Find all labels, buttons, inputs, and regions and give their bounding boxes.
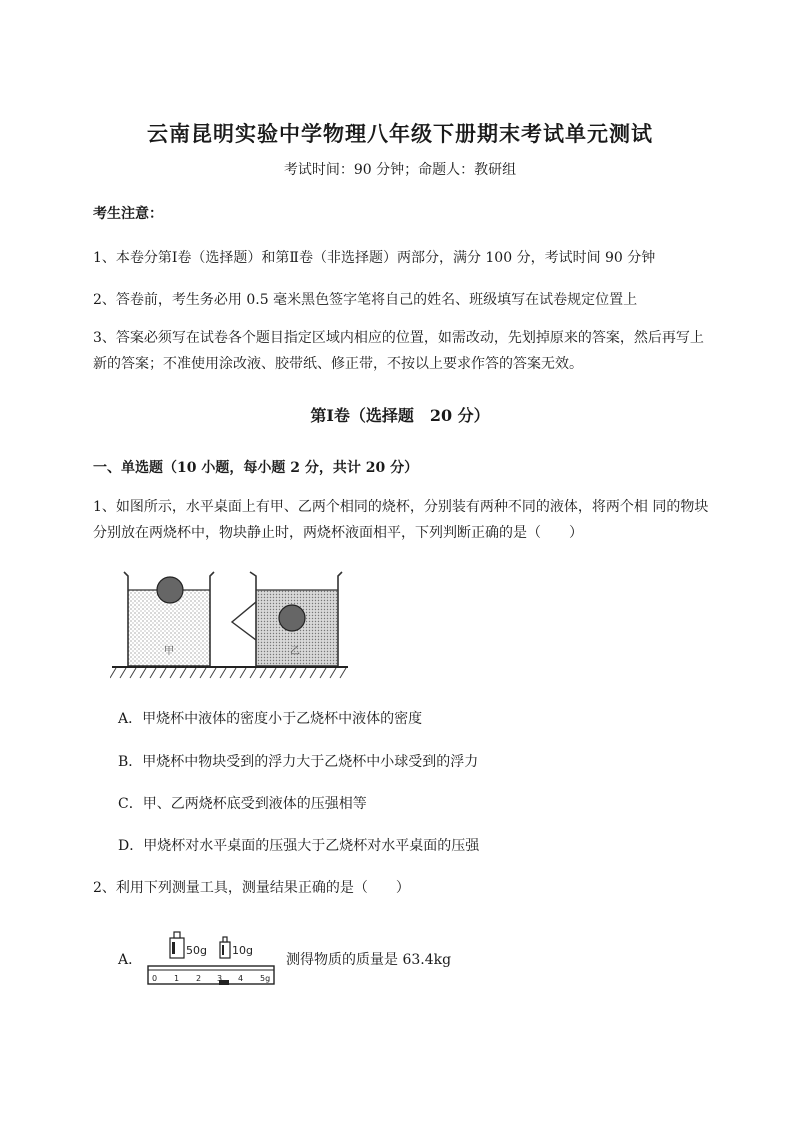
balance-figure [146, 928, 278, 990]
left-beaker-label: 甲 [164, 646, 174, 657]
q1-option-c: C．甲、乙两烧杯底受到液体的压强相等 [118, 796, 367, 812]
ruler-tick-5: 5g [260, 974, 271, 983]
section-heading: 第Ⅰ卷（选择题 20 分） [310, 406, 490, 425]
question-1-stem: 1、如图所示，水平桌面上有甲、乙两个相同的烧杯，分别装有两种不同的液体，将两个相 同的物块分别放在两烧杯中，物块静止时，两烧杯液面相平，下列判断正确的是（ ） [93, 499, 709, 541]
q1-option-b: B．甲烧杯中物块受到的浮力大于乙烧杯中小球受到的浮力 [118, 754, 479, 770]
question-2-stem: 2、利用下列测量工具，测量结果正确的是（ ） [93, 880, 410, 896]
balance-ruler [148, 966, 274, 985]
right-beaker-label: 乙 [290, 646, 300, 657]
notice-item-3: 3、答案必须写在试卷各个题目指定区域内相应的位置，如需改动，先划掉原来的答案，然后再写上新的答案；不准使用涂改液、胶带纸、修正带，不按以上要求作答的答案无效。 [93, 330, 704, 372]
right-block-ball [279, 605, 305, 631]
notice-heading: 考生注意： [93, 206, 163, 222]
part-heading: 一、单选题（10 小题，每小题 2 分，共计 20 分） [93, 460, 419, 476]
notice-item-1: 1、本卷分第Ⅰ卷（选择题）和第Ⅱ卷（非选择题）两部分，满分 100 分，考试时间 90 分钟 [93, 250, 656, 266]
weight-50g [170, 932, 207, 958]
notice-item-2: 2、答卷前，考生务必用 0.5 毫米黑色签字笔将自己的姓名、班级填写在试卷规定位置上 [93, 292, 638, 308]
q2-option-a-text: 测得物质的质量是 63.4kg [286, 952, 452, 968]
q2-option-a-letter: A． [118, 952, 143, 968]
ruler-tick-3: 3 [217, 974, 223, 983]
ruler-tick-4: 4 [238, 974, 244, 983]
page-title: 云南昆明实验中学物理八年级下册期末考试单元测试 [147, 121, 653, 146]
weight-10g-label: 10g [232, 944, 253, 957]
weight-10g [220, 937, 253, 958]
right-beaker [232, 572, 342, 666]
exam-subtitle: 考试时间：90 分钟；命题人：教研组 [283, 162, 517, 178]
beakers-figure [110, 560, 350, 685]
weight-50g-label: 50g [186, 944, 207, 957]
q1-option-a: A．甲烧杯中液体的密度小于乙烧杯中液体的密度 [118, 711, 423, 727]
ruler-tick-1: 1 [174, 974, 180, 983]
ruler-tick-0: 0 [152, 974, 158, 983]
ruler-tick-2: 2 [196, 974, 202, 983]
q1-option-d: D．甲烧杯对水平桌面的压强大于乙烧杯对水平桌面的压强 [118, 838, 480, 854]
left-block-ball [157, 577, 183, 603]
